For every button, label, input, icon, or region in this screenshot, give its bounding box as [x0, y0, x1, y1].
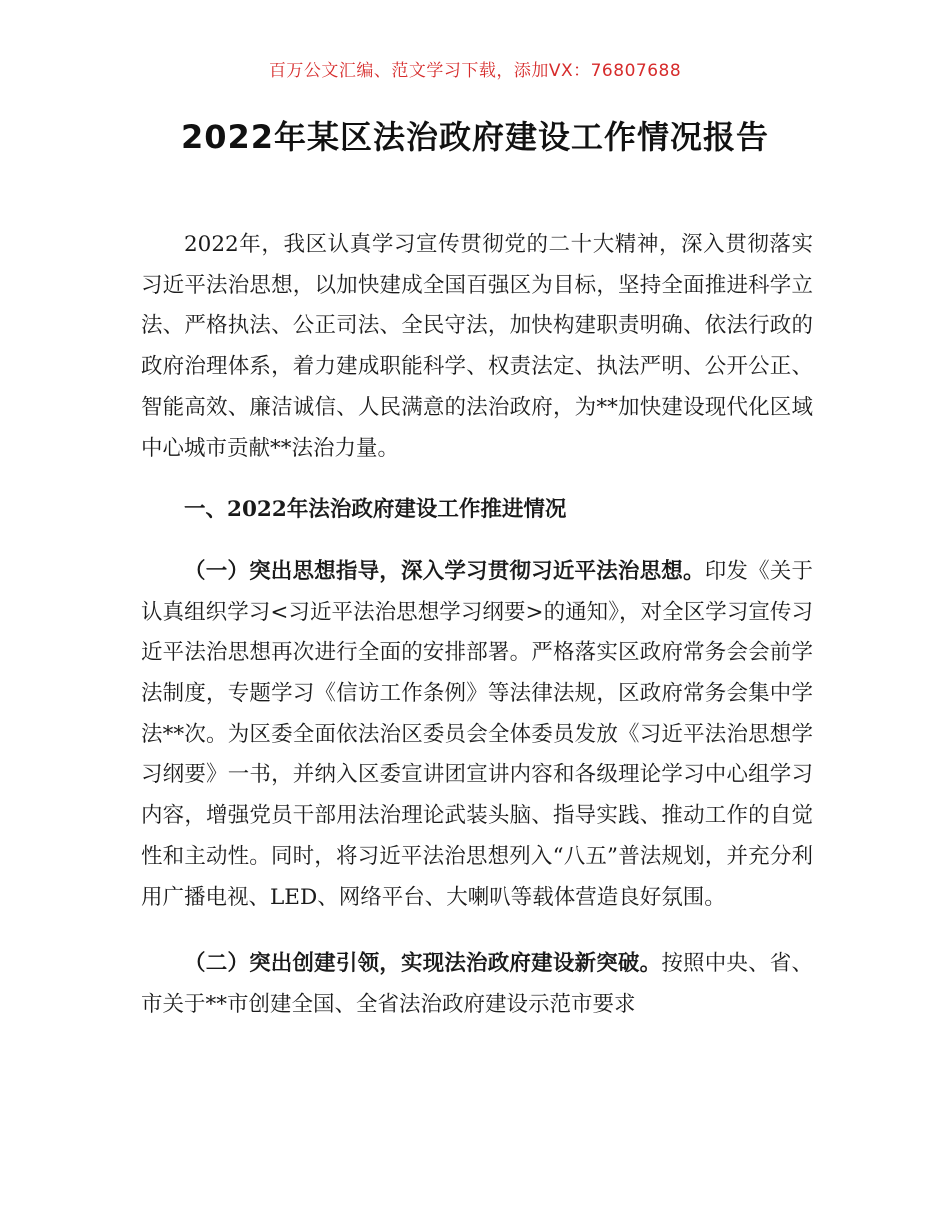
item-2-lead: （二）突出创建引领，实现法治政府建设新突破。 — [184, 951, 662, 977]
item-2-text: 按照中央、省、市关于**市创建全国、全省法治政府建设示范市要求 — [141, 951, 813, 1017]
section-heading: 一、2022年法治政府建设工作推进情况 — [184, 497, 567, 523]
paragraph-item-2 — [141, 944, 813, 1025]
intro-paragraph: 2022年，我区认真学习宣传贯彻党的二十大精神，深入贯彻落实习近平法治思想，以加快建成全国百强区为目标，坚持全面推进科学立法、严格执法、公正司法、全民守法，加快构建职责明确、依法行政的政府治理体系，着力建成职能科学、权责法定、执法严明、公开公正、智能高效、廉洁诚信、人民满意的法治政府，为**加快建设现代化区域中心城市贡献**法治力量。 — [141, 232, 813, 461]
document-title: 2022年某区法治政府建设工作情况报告 — [180, 118, 770, 156]
paragraph-item-1 — [141, 552, 813, 918]
document-body — [141, 225, 813, 1026]
item-1-lead: （一）突出思想指导，深入学习贯彻习近平法治思想。 — [184, 558, 705, 584]
item-1-text: 印发《关于认真组织学习<习近平法治思想学习纲要>的通知》，对全区学习宣传习近平法治思想再次进行全面的安排部署。严格落实区政府常务会会前学法制度，专题学习《信访工作条例》等法律法规，区政府常务会集中学法**次。为区委全面依法治区委员会全体委员发放《习近平法治思想学习纲要》一书，并纳入区委宣讲团宣讲内容和各级理论学习中心组学习内容，增强党员干部用法治理论武装头脑、指导实践、推动工作的自觉性和主动性。同时，将习近平法治思想列入“八五”普法规划，并充分利用广播电视、LED、网络平台、大喇叭等载体营造良好氛围。 — [141, 558, 813, 910]
watermark-banner: 百万公文汇编、范文学习下载，添加VX：76807688 — [268, 61, 682, 81]
